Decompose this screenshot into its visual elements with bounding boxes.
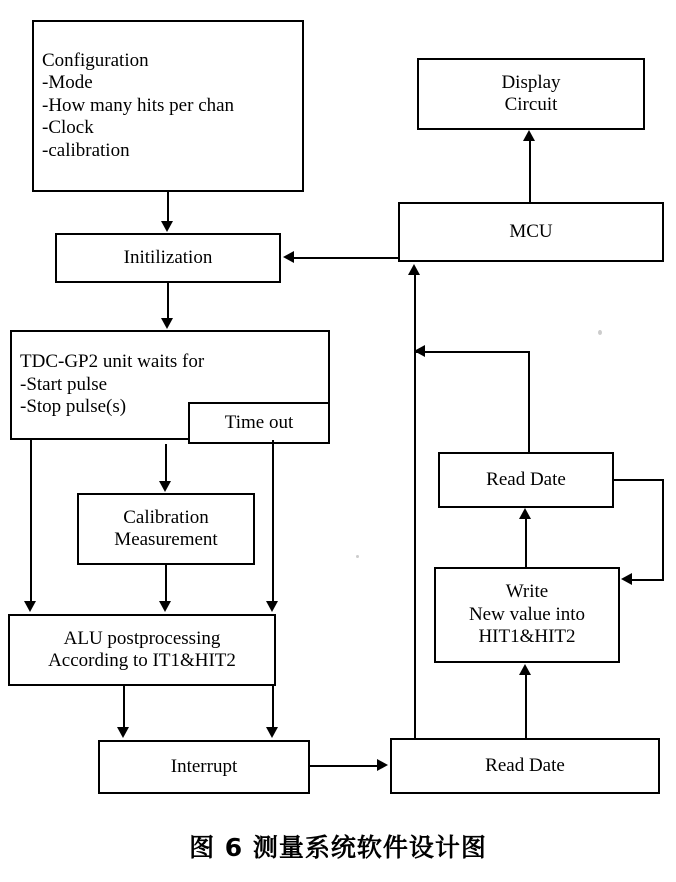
node-interrupt-label: Interrupt bbox=[170, 755, 238, 777]
arrowhead-loop-into-write bbox=[621, 573, 632, 585]
node-display-circuit bbox=[417, 58, 645, 130]
arrowhead-calibration-to-alu bbox=[159, 601, 171, 612]
arrowhead-read-date-to-write bbox=[519, 664, 531, 675]
connector-read-date-to-write bbox=[525, 675, 527, 738]
node-read-date-bottom-label: Read Date bbox=[485, 754, 565, 776]
connector-mcu-to-display bbox=[529, 141, 531, 202]
node-read-date-right bbox=[438, 452, 614, 508]
paper-speck-1 bbox=[598, 330, 602, 335]
arrowhead-initilization-to-tdc bbox=[161, 318, 173, 329]
node-configuration bbox=[32, 20, 304, 192]
node-write-new-value-line-1: Write bbox=[505, 581, 549, 603]
connector-initilization-to-tdc bbox=[167, 283, 169, 319]
connector-riser-to-read-date-right bbox=[414, 351, 530, 353]
arrowhead-read-date-to-mcu bbox=[408, 264, 420, 275]
arrowhead-tdc-right-to-alu bbox=[266, 601, 278, 612]
connector-riser-branch-down bbox=[528, 351, 530, 452]
arrowhead-timeout-to-calibration bbox=[159, 481, 171, 492]
connector-read-date-right-loop-top bbox=[612, 479, 664, 481]
node-mcu bbox=[398, 202, 664, 262]
arrowhead-write-to-read-date-right bbox=[519, 508, 531, 519]
node-display-circuit-line-2: Circuit bbox=[504, 94, 558, 115]
node-configuration-line-3: -How many hits per chan bbox=[42, 94, 235, 116]
node-configuration-line-2: -Mode bbox=[42, 72, 93, 94]
arrowhead-configuration-to-initilization bbox=[161, 221, 173, 232]
connector-configuration-to-initilization bbox=[167, 192, 169, 222]
arrowhead-riser-branch bbox=[414, 345, 425, 357]
connector-alu-to-interrupt-right bbox=[272, 686, 274, 728]
connector-read-date-right-loop-bottom bbox=[632, 579, 664, 581]
node-display-circuit-line-1: Display bbox=[501, 71, 561, 93]
connector-write-to-read-date-right bbox=[525, 519, 527, 567]
paper-speck-2 bbox=[356, 555, 359, 558]
node-alu-postprocessing bbox=[8, 614, 276, 686]
node-initilization bbox=[55, 233, 281, 283]
arrowhead-alu-to-interrupt-right bbox=[266, 727, 278, 738]
node-alu-postprocessing-line-1: ALU postprocessing bbox=[63, 627, 221, 649]
node-time-out bbox=[188, 402, 330, 444]
node-tdc-wait-line-2: -Start pulse bbox=[20, 373, 108, 395]
node-initilization-label: Initilization bbox=[123, 246, 213, 268]
node-calibration-measurement-line-1: Calibration bbox=[123, 506, 209, 528]
node-tdc-wait-line-3: -Stop pulse(s) bbox=[20, 396, 127, 418]
node-interrupt bbox=[98, 740, 310, 794]
arrowhead-alu-to-interrupt-left bbox=[117, 727, 129, 738]
connector-mcu-to-initilization bbox=[294, 257, 398, 259]
node-calibration-measurement bbox=[77, 493, 255, 565]
node-alu-postprocessing-line-2: According to IT1&HIT2 bbox=[48, 650, 236, 671]
connector-tdc-right-to-alu bbox=[272, 440, 274, 602]
node-read-date-right-label: Read Date bbox=[486, 468, 566, 490]
arrowhead-interrupt-to-read-date bbox=[377, 759, 388, 771]
connector-tdc-left-to-alu bbox=[30, 440, 32, 602]
node-write-new-value bbox=[434, 567, 620, 663]
node-time-out-label: Time out bbox=[224, 411, 294, 433]
arrowhead-mcu-to-initilization bbox=[283, 251, 294, 263]
connector-read-date-right-loop-side bbox=[662, 479, 664, 581]
arrowhead-mcu-to-display bbox=[523, 130, 535, 141]
node-configuration-line-1: Configuration bbox=[42, 49, 149, 71]
node-configuration-line-5: -calibration bbox=[42, 139, 130, 161]
node-calibration-measurement-line-2: Measurement bbox=[114, 529, 218, 550]
connector-timeout-to-calibration bbox=[165, 444, 167, 481]
arrowhead-tdc-left-to-alu bbox=[24, 601, 36, 612]
node-tdc-wait-line-1: TDC-GP2 unit waits for bbox=[20, 351, 205, 373]
node-configuration-line-4: -Clock bbox=[42, 117, 94, 139]
node-write-new-value-line-3: HIT1&HIT2 bbox=[478, 626, 576, 648]
connector-calibration-to-alu bbox=[165, 565, 167, 602]
connector-alu-to-interrupt-left bbox=[123, 686, 125, 728]
node-write-new-value-line-2: New value into bbox=[468, 603, 586, 625]
node-mcu-label: MCU bbox=[509, 220, 553, 242]
node-read-date-bottom bbox=[390, 738, 660, 794]
connector-interrupt-to-read-date bbox=[310, 765, 378, 767]
figure-caption: 图 6 测量系统软件设计图 bbox=[189, 833, 487, 862]
